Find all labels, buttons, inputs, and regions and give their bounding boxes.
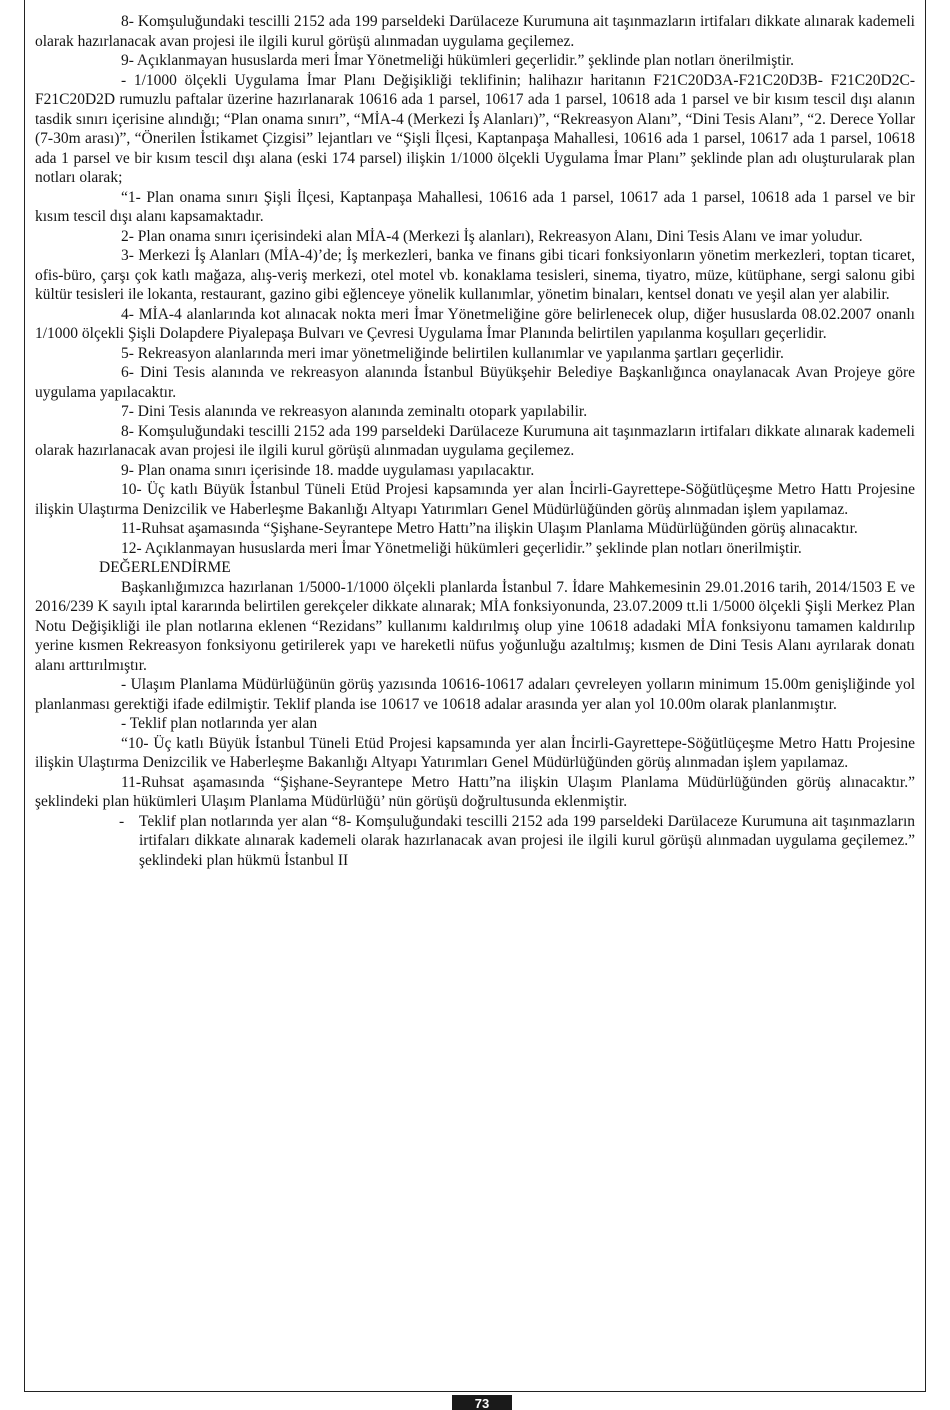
plan-note-2: 2- Plan onama sınırı içerisindeki alan MİA-4 (Merkezi İş alanları), Rekreasyon Alanı, Dini Tesis Alanı ve imar yoludur. xyxy=(121,227,863,245)
bullet-item xyxy=(35,812,915,871)
evaluation-paragraph: “10- Üç katlı Büyük İstanbul Tüneli Etüd Projesi kapsamında yer alan İncirli-Gayrettepe-Söğütlüçeşme Metro Hattı Projesine ilişkin Ulaştırma Denizcilik ve Haberleşme Bakanlığı Altyapı Yatırımları Genel Müdürlüğünden görüş alınmadan işlem yapılamaz. xyxy=(35,734,915,771)
plan-note-11: 11-Ruhsat aşamasında “Şişhane-Seyrantepe Metro Hattı”na ilişkin Ulaşım Planlama Müdürlüğünden görüş alınacaktır. xyxy=(121,520,858,537)
plan-proposal-description: - 1/1000 ölçekli Uygulama İmar Planı Değişikliği teklifinin; halihazır haritanın F21C20D3A-F21C20D3B- F21C20D2C- F21C20D2D rumuzlu paftalar üzerine hazırlanarak 10616 ada 1 parsel, 10617 ada 1 parsel, 10618 ada 1 parsel ve bir kısım tescil dışı alanın tasdik sınırı içerisine alındığı; “Plan onama sınırı”, “MİA-4 (Merkezi İş Alanları)”, “Rekreasyon Alanı”, “Dini Tesis Alanı”, “2. Derece Yollar (7-30m arası)”, “Önerilen İstikamet Çizgisi” lejantları ve “Şişli İlçesi, Kaptanpaşa Mahallesi, 10616 ada 1 parsel, 10617 ada 1 parsel, 10618 ada 1 parsel ve bir kısım tescil dışı alana (eski 174 parsel) ilişkin 1/1000 ölçekli Uygulama İmar Planı” şeklinde plan adı oluşturularak plan notları olarak; xyxy=(35,71,915,186)
plan-note-7: 7- Dini Tesis alanında ve rekreasyon alanında zeminaltı otopark yapılabilir. xyxy=(121,403,588,420)
plan-note-1: “1- Plan onama sınırı Şişli İlçesi, Kaptanpaşa Mahallesi, 10616 ada 1 parsel, 10617 ada 1 parsel, 10618 ada 1 parsel ve bir kısım tescil dışı alanı kapsamaktadır. xyxy=(35,188,915,225)
evaluation-paragraph: - Ulaşım Planlama Müdürlüğünün görüş yazısında 10616-10617 adaları çevreleyen yolların minimum 15.00m genişliğinde yol planlanması gerektiği ifade edilmiştir. Teklif planda ise 10617 ve 10618 adalar arasında yer alan yol 10.00m olarak planlanmıştır. xyxy=(35,676,915,713)
document-page xyxy=(24,0,926,1392)
plan-note-12: 12- Açıklanmayan hususlarda meri İmar Yönetmeliği hükümleri geçerlidir.” şeklinde plan notları önerilmiştir. xyxy=(121,539,802,557)
plan-note-9-previous: 9- Açıklanmayan hususlarda meri İmar Yönetmeliği hükümleri geçerlidir.” şeklinde plan notları önerilmiştir. xyxy=(121,52,795,69)
evaluation-paragraph: Başkanlığımızca hazırlanan 1/5000-1/1000 ölçekli planlarda İstanbul 7. İdare Mahkemesinin 29.01.2016 tarih, 2014/1503 E ve 2016/239 K sayılı iptal kararında belirtilen gerekçeler dikkate alınarak; MİA fonksiyonunda, 23.07.2009 tt.li 1/5000 ölçekli Şişli Merkez Plan Notu Değişikliği ile plan notlarına eklenen “Rezidans” kullanımı kaldırılmış olup yine 10618 adadaki MİA fonksiyonu tamamen kaldırılıp yerine kısmen Rekreasyon fonksiyonu getirilerek yapı ve hareketli nüfus yoğunluğu azaltılmış; kısmen de Dini Tesis Alanı ayrılarak donatı alanı arttırılmıştır. xyxy=(35,578,915,674)
plan-note-8-previous: 8- Komşuluğundaki tescilli 2152 ada 199 parseldeki Darülaceze Kurumuna ait taşınmazların irtifaları dikkate alınarak kademeli olarak hazırlanacak avan projesi ile ilgili kurul görüşü alınmadan uygulama geçilemez. xyxy=(35,13,915,50)
bullet-text: Teklif plan notlarında yer alan “8- Komşuluğundaki tescilli 2152 ada 199 parseldeki Darülaceze Kurumuna ait taşınmazların irtifaları dikkate alınarak kademeli olarak hazırlanacak avan projesi ile ilgili kurul görüşü alınmadan uygulama geçilemez.” şeklindeki plan hükmü İstanbul II xyxy=(139,812,915,869)
evaluation-paragraph: - Teklif plan notlarında yer alan xyxy=(121,715,318,732)
section-heading: DEĞERLENDİRME xyxy=(99,559,231,576)
bullet-dash: - xyxy=(119,812,125,830)
plan-note-8: 8- Komşuluğundaki tescilli 2152 ada 199 parseldeki Darülaceze Kurumuna ait taşınmazların irtifaları dikkate alınarak kademeli olarak hazırlanacak avan projesi ile ilgili kurul görüşü alınmadan uygulama geçilemez. xyxy=(35,422,915,459)
plan-note-9: 9- Plan onama sınırı içerisinde 18. madde uygulaması yapılacaktır. xyxy=(121,461,535,479)
page-number: 73 xyxy=(452,1395,512,1410)
evaluation-paragraph: 11-Ruhsat aşamasında “Şişhane-Seyrantepe Metro Hattı”na ilişkin Ulaşım Planlama Müdürlüğünden görüş alınacaktır.” şeklindeki plan hükümleri Ulaşım Planlama Müdürlüğü’ nün görüşü doğrultusunda eklenmiştir. xyxy=(35,773,915,810)
plan-note-10: 10- Üç katlı Büyük İstanbul Tüneli Etüd Projesi kapsamında yer alan İncirli-Gayrettepe-Söğütlüçeşme Metro Hattı Projesine ilişkin Ulaştırma Denizcilik ve Haberleşme Bakanlığı Altyapı Yatırımları Genel Müdürlüğünden görüş alınmadan işlem yapılamaz. xyxy=(35,481,915,518)
plan-note-6: 6- Dini Tesis alanında ve rekreasyon alanında İstanbul Büyükşehir Belediye Başkanlığınca onaylanacak Avan Projeye göre uygulama yapılacaktır. xyxy=(35,364,915,401)
plan-note-5: 5- Rekreasyon alanlarında meri imar yönetmeliğinde belirtilen kullanımlar ve yapılanma şartları geçerlidir. xyxy=(121,344,784,362)
plan-note-3: 3- Merkezi İş Alanları (MİA-4)’de; İş merkezleri, banka ve finans gibi ticari fonksiyonların yönetim merkezleri, toptan ticaret, ofis-büro, çarşı çok katlı mağaza, alış-veriş merkezi, otel motel vb. konaklama tesisleri, sinema, tiyatro, müze, kütüphane, sergi salonu gibi kültür tesisleri ile lokanta, restaurant, gazino gibi eğlenceye yönelik kullanımlar, yönetim binaları, kentsel donatı ve yeşil alan yer alabilir. xyxy=(35,247,915,303)
plan-note-4: 4- MİA-4 alanlarında kot alınacak nokta meri İmar Yönetmeliğine göre belirlenecek olup, diğer hususlarda 08.02.2007 onanlı 1/1000 ölçekli Şişli Dolapdere Piyalepaşa Bulvarı ve Çevresi Uygulama İmar Planında belirtilen yapılanma koşulları geçerlidir. xyxy=(35,305,915,342)
